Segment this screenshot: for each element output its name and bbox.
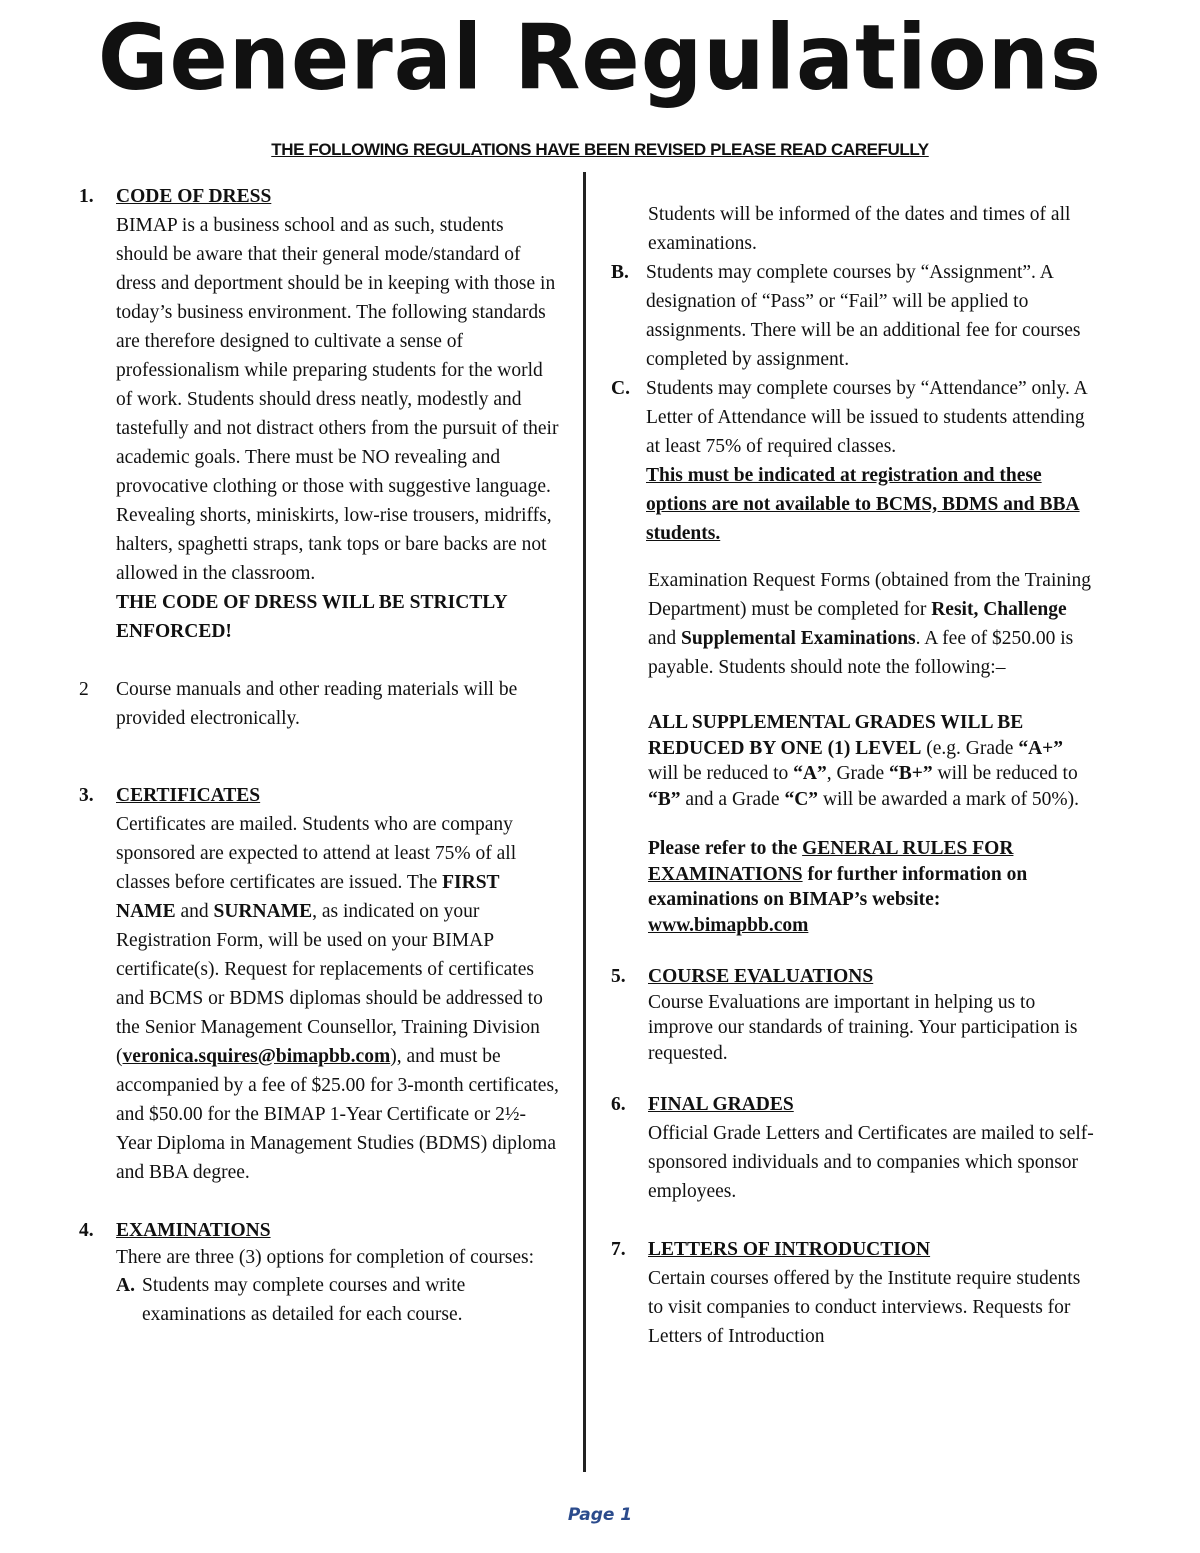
section-body: Certain courses offered by the Institute require students to visit companies to conduct interviews. Requests for Letters of Introduction <box>648 1268 1081 1347</box>
section-code-of-dress <box>76 182 560 646</box>
page-title: General Regulations <box>97 5 1103 111</box>
page-number: Page 1 <box>567 1505 633 1525</box>
section-number: 6. <box>611 1094 626 1115</box>
exam-intro: There are three (3) options for completion of courses: <box>116 1247 535 1268</box>
section-body: Official Grade Letters and Certificates are mailed to self-sponsored individuals and to companies which sponsor employees. <box>648 1123 1094 1202</box>
exam-option-a <box>116 1271 560 1329</box>
left-column <box>76 182 560 1329</box>
email-link[interactable]: veronica.squires@bimapbb.com <box>122 1046 391 1067</box>
exam-option-a-continued: Students will be informed of the dates and times of all examinations. <box>648 204 1071 254</box>
section-letters-of-introduction <box>608 1235 1094 1351</box>
section-number: 7. <box>611 1239 626 1260</box>
exam-option-c <box>608 374 1094 548</box>
section-course-evaluations <box>608 964 1094 1066</box>
section-examinations <box>76 1216 560 1329</box>
section-body: Course Evaluations are important in helping us to improve our standards of training. Your participation is requested. <box>648 991 1078 1064</box>
exam-rules-reference: Please refer to the GENERAL RULES FOR EXAMINATIONS for further information on examinations on BIMAP’s website: www.bimapbb.com <box>648 838 1028 936</box>
website-link[interactable]: www.bimapbb.com <box>648 914 809 936</box>
option-letter: B. <box>611 262 629 283</box>
section-heading: LETTERS OF INTRODUCTION <box>648 1239 931 1260</box>
right-column <box>608 200 1094 1351</box>
section-number: 3. <box>79 785 94 806</box>
section-body: Course manuals and other reading materials will be provided electronically. <box>116 679 518 729</box>
option-letter: A. <box>116 1274 135 1296</box>
section-number: 1. <box>79 186 94 207</box>
section-heading: FINAL GRADES <box>648 1094 794 1115</box>
option-text: Students may complete courses by “Attendance” only. A Letter of Attendance will be issued to students attending at least 75% of required classes. <box>646 378 1087 457</box>
exam-request-forms: Examination Request Forms (obtained from the Training Department) must be completed for Resit, Challenge and Supplemental Examinations. A fee of $250.00 is payable. Students should note the following:– <box>648 570 1092 678</box>
option-text: Students may complete courses by “Assignment”. A designation of “Pass” or “Fail” will be applied to assignments. There will be an additional fee for courses completed by assignment. <box>646 262 1081 370</box>
supplemental-grades-notice: ALL SUPPLEMENTAL GRADES WILL BE REDUCED BY ONE (1) LEVEL (e.g. Grade “A+” will be reduced to “A”, Grade “B+” will be reduced to “B” and a Grade “C” will be awarded a mark of 50%). <box>648 712 1080 810</box>
section-heading: COURSE EVALUATIONS <box>648 966 874 987</box>
exam-option-b <box>608 258 1094 374</box>
section-heading: EXAMINATIONS <box>116 1220 271 1241</box>
column-divider <box>583 172 586 1472</box>
general-rules-link[interactable]: GENERAL RULES FOR EXAMINATIONS <box>648 838 1014 885</box>
enforcement-notice: THE CODE OF DRESS WILL BE STRICTLY ENFORCED! <box>116 592 507 642</box>
option-text: Students may complete courses and write examinations as detailed for each course. <box>142 1274 466 1325</box>
section-body: Certificates are mailed. Students who are company sponsored are expected to attend at least 75% of all classes before certificates are issued. The FIRST NAME and SURNAME, as indicated on your Registration Form, will be used on your BIMAP certificate(s). Request for replacements of certificates and BCMS or BDMS diplomas should be addressed to the Senior Management Counsellor, Training Division (veronica.squires@bimapbb.com), and must be accompanied by a fee of $25.00 for 3-month certificates, and $50.00 for the BIMAP 1-Year Certificate or 2½-Year Diploma in Management Studies (BDMS) diploma and BBA degree. <box>116 814 559 1183</box>
section-number: 4. <box>79 1220 94 1241</box>
section-certificates <box>76 781 560 1187</box>
section-number: 5. <box>611 966 626 987</box>
section-final-grades <box>608 1090 1094 1206</box>
section-manuals <box>76 675 560 733</box>
section-body: BIMAP is a business school and as such, students should be aware that their general mode/standard of dress and deportment should be in keeping with those in today’s business environment. The following standards are therefore designed to cultivate a sense of professionalism while preparing students for the world of work. Students should dress neatly, modestly and tastefully and not distract others from the pursuit of their academic goals. There must be NO revealing and provocative clothing or those with suggestive language. Revealing shorts, miniskirts, low-rise trousers, midriffs, halters, spaghetti straps, tank tops or bare backs are not allowed in the classroom. <box>116 215 559 584</box>
option-letter: C. <box>611 378 630 399</box>
page-subtitle: THE FOLLOWING REGULATIONS HAVE BEEN REVISED PLEASE READ CAREFULLY <box>271 140 929 159</box>
registration-note: This must be indicated at registration and these options are not available to BCMS, BDMS and BBA students. <box>646 465 1080 544</box>
section-number: 2 <box>79 679 89 700</box>
section-heading: CODE OF DRESS <box>116 186 272 207</box>
section-heading: CERTIFICATES <box>116 785 261 806</box>
